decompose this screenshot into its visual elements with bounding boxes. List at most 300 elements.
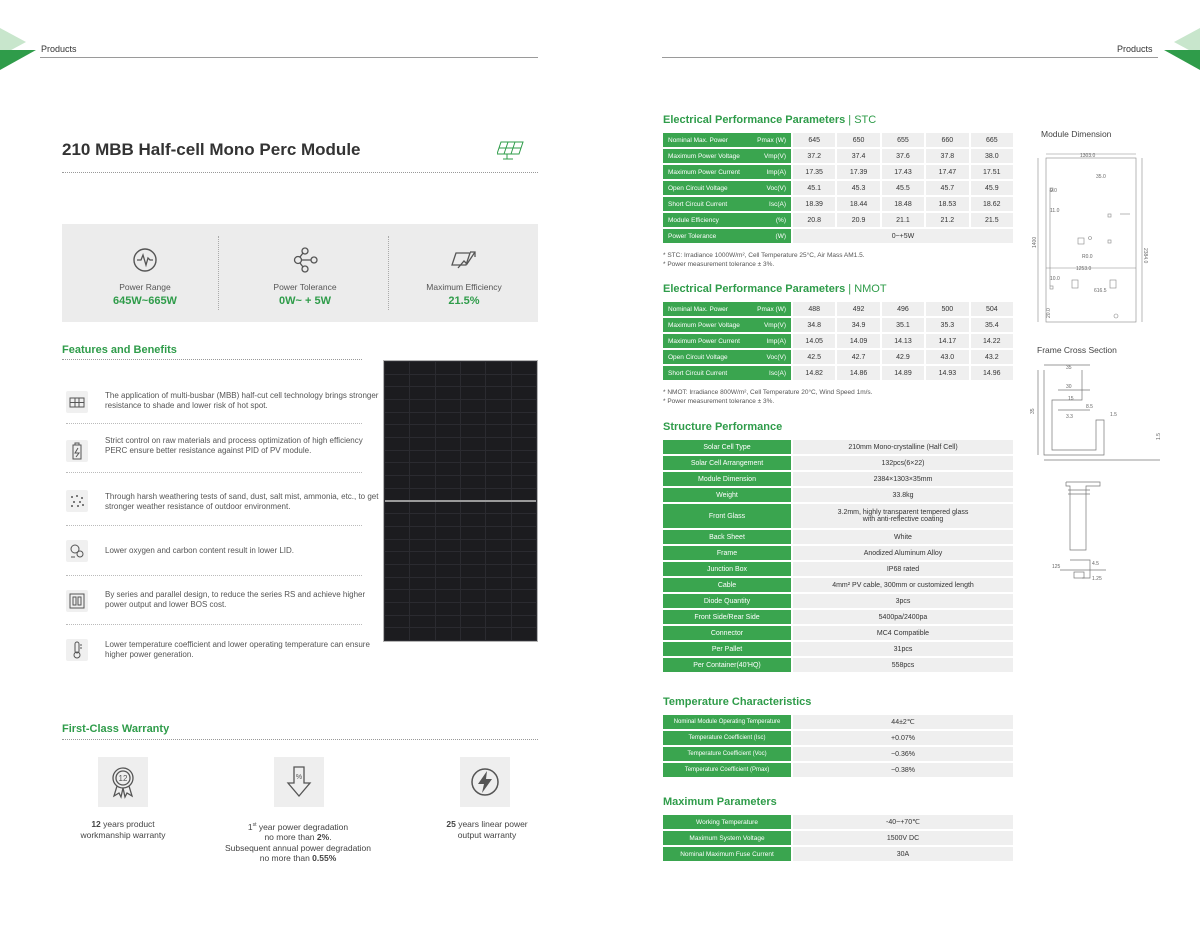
- solar-cell: [461, 590, 485, 602]
- solar-panel-icon: [497, 139, 527, 161]
- cell-value: 37.8: [926, 149, 968, 163]
- solar-cell: [461, 451, 485, 463]
- row-label: Module Dimension: [663, 472, 791, 486]
- cell-value: 35.1: [882, 318, 924, 332]
- cell-value: 43.0: [926, 350, 968, 364]
- cell-value: 34.9: [837, 318, 879, 332]
- solar-cell: [461, 489, 485, 501]
- solar-cell: [385, 375, 409, 387]
- cell-value: 14.22: [971, 334, 1013, 348]
- tolerance-nodes-icon: [291, 246, 319, 274]
- svg-text:15: 15: [1068, 396, 1074, 402]
- row-label: Short Circuit Current Isc(A): [663, 366, 791, 380]
- solar-cell: [385, 527, 409, 539]
- cell-value: 45.9: [971, 181, 1013, 195]
- solar-cell: [436, 552, 460, 564]
- solar-cell: [512, 514, 536, 526]
- solar-cell: [385, 387, 409, 399]
- svg-text:11.0: 11.0: [1050, 208, 1060, 214]
- table-row: [663, 213, 1013, 227]
- solar-cell: [385, 400, 409, 412]
- stc-notes: * STC: Irradiance 1000W/m², Cell Temperature 25°C, Air Mass AM1.5. * Power measurement tolerance ± 3%.: [663, 252, 865, 268]
- row-label: Per Container(40'HQ): [663, 658, 791, 672]
- row-label: Per Pallet: [663, 642, 791, 656]
- cell-value: 4mm² PV cable, 300mm or customized length: [793, 578, 1013, 592]
- table-row: [663, 334, 1013, 348]
- solar-cell: [385, 438, 409, 450]
- solar-cell: [436, 375, 460, 387]
- temperature-title: Temperature Characteristics: [663, 696, 812, 708]
- solar-cell: [512, 565, 536, 577]
- solar-cell: [512, 540, 536, 552]
- cell-value: 3pcs: [793, 594, 1013, 608]
- row-label: Solar Cell Arrangement: [663, 456, 791, 470]
- cell-value: 31pcs: [793, 642, 1013, 656]
- svg-text:20.0: 20.0: [1046, 308, 1052, 318]
- svg-text:35: 35: [1030, 408, 1036, 414]
- solar-cell: [410, 425, 434, 437]
- table-row: [663, 229, 1013, 243]
- right-header-label: Products: [1117, 44, 1153, 54]
- cell-value: 42.9: [882, 350, 924, 364]
- table-row: [663, 197, 1013, 211]
- row-label: Front Glass: [663, 504, 791, 528]
- module-photo: [383, 360, 538, 642]
- cell-value: 21.1: [882, 213, 924, 227]
- solar-cell: [436, 400, 460, 412]
- solar-cell: [512, 603, 536, 615]
- solar-cell: [486, 603, 510, 615]
- solar-cell: [410, 476, 434, 488]
- solar-cell: [486, 540, 510, 552]
- cell-value: 14.96: [971, 366, 1013, 380]
- solar-cell: [436, 616, 460, 628]
- solar-cell: [512, 387, 536, 399]
- cell-value: 210mm Mono-crystalline (Half Cell): [793, 440, 1013, 454]
- cell-value: 17.39: [837, 165, 879, 179]
- cell-value: 500: [926, 302, 968, 316]
- cell-value: 2384×1303×35mm: [793, 472, 1013, 486]
- solar-cell: [512, 527, 536, 539]
- max-params-title: Maximum Parameters: [663, 796, 777, 808]
- solar-cell: [486, 362, 510, 374]
- cell-value: 37.2: [793, 149, 835, 163]
- solar-cell: [410, 387, 434, 399]
- svg-text:4.5: 4.5: [1092, 561, 1099, 567]
- table-row: [663, 366, 1013, 380]
- left-corner-ribbon-icon: [0, 28, 40, 70]
- table-row: [663, 440, 1013, 454]
- solar-cell: [486, 628, 510, 640]
- solar-cell: [512, 375, 536, 387]
- structure-title: Structure Performance: [663, 421, 783, 433]
- cell-value: 42.7: [837, 350, 879, 364]
- solar-cell: [486, 514, 510, 526]
- feature-separator: [66, 525, 362, 526]
- solar-cell: [385, 628, 409, 640]
- cell-value: -40~+70℃: [793, 815, 1013, 829]
- row-label: Frame: [663, 546, 791, 560]
- stat-power-range: Power Range 645W~665W: [62, 246, 228, 307]
- max-params-table: [661, 813, 1015, 863]
- badge-12-icon: [98, 757, 148, 807]
- table-row: [663, 715, 1013, 729]
- solar-cell: [461, 514, 485, 526]
- svg-text:3.3: 3.3: [1066, 414, 1073, 420]
- cell-value: 3.2mm, highly transparent tempered glass with anti-reflective coating: [793, 504, 1013, 528]
- solar-cell: [461, 540, 485, 552]
- solar-cell: [486, 463, 510, 475]
- warranty-linear-text: 25 years linear power output warranty: [446, 819, 528, 840]
- cell-value: 20.8: [793, 213, 835, 227]
- cell-value: 45.7: [926, 181, 968, 195]
- solar-cell: [512, 501, 536, 513]
- solar-cell: [461, 552, 485, 564]
- cell-value: 132pcs(6×22): [793, 456, 1013, 470]
- svg-text:9.0: 9.0: [1050, 188, 1057, 194]
- oxygen-icon: [66, 540, 88, 562]
- row-label: Open Circuit Voltage Voc(V): [663, 350, 791, 364]
- cell-value: −0.38%: [793, 763, 1013, 777]
- cell-value: 14.17: [926, 334, 968, 348]
- solar-cell: [461, 628, 485, 640]
- svg-text:1.5: 1.5: [1156, 433, 1162, 440]
- row-label: Nominal Maximum Fuse Current: [663, 847, 791, 861]
- solar-cell: [436, 362, 460, 374]
- cell-value: 43.2: [971, 350, 1013, 364]
- right-header-rule: [662, 57, 1158, 58]
- stats-panel: [62, 224, 538, 322]
- cell-value: 17.35: [793, 165, 835, 179]
- solar-cell: [486, 400, 510, 412]
- row-label: Solar Cell Type: [663, 440, 791, 454]
- cell-value: +0.07%: [793, 731, 1013, 745]
- solar-cell: [461, 603, 485, 615]
- warranty-degradation-text: 1st year power degradation no more than 2%. Subsequent annual power degradation no more than 0.55%: [224, 821, 372, 864]
- solar-cell: [461, 476, 485, 488]
- table-row: [663, 578, 1013, 592]
- row-label: Module Efficiency (%): [663, 213, 791, 227]
- module-dimension-drawing: [1030, 148, 1150, 328]
- warranty-title: First-Class Warranty: [62, 723, 170, 735]
- solar-cell: [385, 578, 409, 590]
- solar-cell: [461, 565, 485, 577]
- right-corner-ribbon-icon: [1160, 28, 1200, 70]
- cell-value: 35.3: [926, 318, 968, 332]
- solar-cell: [436, 628, 460, 640]
- solar-cell: [436, 387, 460, 399]
- table-row: [663, 610, 1013, 624]
- cell-value: 37.4: [837, 149, 879, 163]
- warranty-divider: [62, 739, 538, 740]
- solar-cell: [385, 476, 409, 488]
- solar-cell: [512, 552, 536, 564]
- table-row: [663, 815, 1013, 829]
- row-label: Front Side/Rear Side: [663, 610, 791, 624]
- feature-separator: [66, 472, 362, 473]
- solar-cell: [410, 413, 434, 425]
- solar-cell: [436, 603, 460, 615]
- cell-value: 38.0: [971, 149, 1013, 163]
- table-row: [663, 642, 1013, 656]
- feature-text-5: By series and parallel design, to reduce the series RS and achieve higher power output and lower BOS cost.: [105, 590, 366, 609]
- solar-cell: [410, 628, 434, 640]
- solar-cells-icon: [66, 391, 88, 413]
- row-label: Short Circuit Current Isc(A): [663, 197, 791, 211]
- table-row: [663, 302, 1013, 316]
- table-row: [663, 133, 1013, 147]
- solar-cell: [486, 565, 510, 577]
- solar-cell: [410, 565, 434, 577]
- cell-value: 14.86: [837, 366, 879, 380]
- table-row: [663, 318, 1013, 332]
- svg-text:10.0: 10.0: [1050, 276, 1060, 282]
- table-row: [663, 594, 1013, 608]
- svg-text:1303.0: 1303.0: [1080, 153, 1096, 159]
- svg-text:35: 35: [1066, 365, 1072, 371]
- cell-value: 665: [971, 133, 1013, 147]
- row-label: Weight: [663, 488, 791, 502]
- solar-cell: [436, 527, 460, 539]
- cell-value: 645: [793, 133, 835, 147]
- cell-value: 14.93: [926, 366, 968, 380]
- svg-text:1400: 1400: [1032, 236, 1038, 248]
- row-label: Junction Box: [663, 562, 791, 576]
- solar-cell: [436, 578, 460, 590]
- row-label: Working Temperature: [663, 815, 791, 829]
- cell-value: 0~+5W: [793, 229, 1013, 243]
- solar-cell: [486, 476, 510, 488]
- solar-cell: [461, 578, 485, 590]
- cell-value: 33.8kg: [793, 488, 1013, 502]
- solar-cell: [385, 552, 409, 564]
- row-label: Temperature Coefficient (Isc): [663, 731, 791, 745]
- cell-value: 42.5: [793, 350, 835, 364]
- solar-cell: [410, 362, 434, 374]
- table-row: [663, 456, 1013, 470]
- svg-text:8.5: 8.5: [1086, 404, 1093, 410]
- row-label: Power Tolerance (W): [663, 229, 791, 243]
- solar-cell: [410, 540, 434, 552]
- solar-cell: [385, 489, 409, 501]
- table-row: [663, 472, 1013, 486]
- row-label: Maximum Power Current Imp(A): [663, 334, 791, 348]
- solar-cell: [385, 540, 409, 552]
- solar-cell: [385, 425, 409, 437]
- svg-text:1.25: 1.25: [1092, 576, 1102, 582]
- table-row: [663, 731, 1013, 745]
- cell-value: MC4 Compatible: [793, 626, 1013, 640]
- cell-value: 17.51: [971, 165, 1013, 179]
- solar-cell: [436, 476, 460, 488]
- solar-cell: [385, 451, 409, 463]
- solar-cell: [461, 387, 485, 399]
- solar-cell: [512, 590, 536, 602]
- cell-value: 18.44: [837, 197, 879, 211]
- cell-value: 20.9: [837, 213, 879, 227]
- solar-cell: [461, 438, 485, 450]
- row-label: Maximum System Voltage: [663, 831, 791, 845]
- lightning-icon: [460, 757, 510, 807]
- panel-split-line: [385, 500, 536, 502]
- cell-value: 655: [882, 133, 924, 147]
- solar-cell: [512, 489, 536, 501]
- stat-max-efficiency: Maximum Efficiency 21.5%: [390, 246, 538, 307]
- row-label: Maximum Power Voltage Vmp(V): [663, 149, 791, 163]
- svg-text:30: 30: [1066, 384, 1072, 390]
- table-row: [663, 658, 1013, 672]
- title-divider: [62, 172, 538, 173]
- frame-cross-section-drawing: [1030, 360, 1170, 590]
- svg-text:35.0: 35.0: [1096, 174, 1106, 180]
- left-header-label: Products: [41, 44, 77, 54]
- solar-cell: [385, 501, 409, 513]
- stc-table: [661, 131, 1015, 245]
- thermometer-icon: [66, 639, 88, 661]
- solar-cell: [410, 552, 434, 564]
- cell-value: 14.89: [882, 366, 924, 380]
- row-label: Cable: [663, 578, 791, 592]
- cell-value: 44±2℃: [793, 715, 1013, 729]
- table-row: [663, 546, 1013, 560]
- cell-value: 660: [926, 133, 968, 147]
- table-row: [663, 847, 1013, 861]
- solar-cell: [436, 501, 460, 513]
- cell-value: 30A: [793, 847, 1013, 861]
- weather-dots-icon: [66, 490, 88, 512]
- row-label: Maximum Power Current Imp(A): [663, 165, 791, 179]
- solar-cell: [486, 387, 510, 399]
- solar-cell: [461, 616, 485, 628]
- solar-cell: [486, 375, 510, 387]
- page-title: 210 MBB Half-cell Mono Perc Module: [62, 140, 361, 159]
- cell-value: 14.09: [837, 334, 879, 348]
- svg-text:616.5: 616.5: [1094, 288, 1107, 294]
- solar-cell: [436, 451, 460, 463]
- row-label: Maximum Power Voltage Vmp(V): [663, 318, 791, 332]
- solar-cell: [436, 565, 460, 577]
- solar-cell: [410, 375, 434, 387]
- solar-cell: [512, 476, 536, 488]
- solar-cell: [486, 527, 510, 539]
- nmot-notes: * NMOT: Irradiance 800W/m², Cell Temperature 20°C, Wind Speed 1m/s. * Power measurement tolerance ± 3%.: [663, 389, 873, 405]
- solar-cell: [410, 603, 434, 615]
- cell-value: 17.43: [882, 165, 924, 179]
- solar-cell: [461, 413, 485, 425]
- solar-cell: [410, 501, 434, 513]
- cell-value: 5400pa/2400pa: [793, 610, 1013, 624]
- solar-cell: [512, 578, 536, 590]
- cell-value: 488: [793, 302, 835, 316]
- cell-value: 18.53: [926, 197, 968, 211]
- solar-cell: [385, 565, 409, 577]
- solar-cell: [512, 425, 536, 437]
- table-row: [663, 350, 1013, 364]
- solar-cell: [512, 362, 536, 374]
- feature-separator: [66, 624, 362, 625]
- solar-cell: [486, 489, 510, 501]
- row-label: Nominal Max. Power Pmax (W): [663, 133, 791, 147]
- cell-value: 504: [971, 302, 1013, 316]
- solar-cell: [436, 590, 460, 602]
- solar-cell: [486, 616, 510, 628]
- solar-cell: [436, 438, 460, 450]
- solar-cell: [461, 400, 485, 412]
- cell-value: 37.6: [882, 149, 924, 163]
- solar-cell: [410, 400, 434, 412]
- solar-cell: [410, 590, 434, 602]
- table-row: [663, 181, 1013, 195]
- row-label: Open Circuit Voltage Voc(V): [663, 181, 791, 195]
- cell-value: 18.48: [882, 197, 924, 211]
- solar-cell: [436, 413, 460, 425]
- solar-cell: [461, 425, 485, 437]
- features-divider: [62, 359, 362, 360]
- solar-cell: [486, 552, 510, 564]
- solar-cell: [410, 463, 434, 475]
- frame-cross-section-title: Frame Cross Section: [1037, 345, 1117, 355]
- solar-cell: [385, 413, 409, 425]
- temperature-table: [661, 713, 1015, 779]
- table-row: [663, 626, 1013, 640]
- nmot-title: Electrical Performance Parameters | NMOT: [663, 283, 887, 295]
- cell-value: 14.82: [793, 366, 835, 380]
- solar-cell: [486, 578, 510, 590]
- solar-cell: [461, 527, 485, 539]
- solar-cell: [486, 425, 510, 437]
- solar-cell: [385, 362, 409, 374]
- solar-cell: [385, 590, 409, 602]
- power-wave-icon: [131, 246, 159, 274]
- cell-value: 1500V DC: [793, 831, 1013, 845]
- degradation-arrow-icon: [274, 757, 324, 807]
- cell-value: 17.47: [926, 165, 968, 179]
- table-row: [663, 763, 1013, 777]
- nmot-table: [661, 300, 1015, 382]
- row-label: Nominal Max. Power Pmax (W): [663, 302, 791, 316]
- solar-cell: [436, 514, 460, 526]
- row-label: Temperature Coefficient (Pmax): [663, 763, 791, 777]
- table-row: [663, 562, 1013, 576]
- solar-cell: [461, 501, 485, 513]
- solar-cell: [512, 400, 536, 412]
- solar-cell: [410, 438, 434, 450]
- solar-cell: [410, 578, 434, 590]
- solar-cell: [436, 540, 460, 552]
- solar-cell: [436, 463, 460, 475]
- table-row: [663, 831, 1013, 845]
- table-row: [663, 165, 1013, 179]
- cell-value: 14.13: [882, 334, 924, 348]
- solar-cell: [461, 362, 485, 374]
- cell-value: White: [793, 530, 1013, 544]
- solar-cell: [512, 616, 536, 628]
- cell-value: 21.5: [971, 213, 1013, 227]
- solar-cell: [410, 527, 434, 539]
- solar-cell: [512, 628, 536, 640]
- feature-text-3: Through harsh weathering tests of sand, dust, salt mist, ammonia, etc., to get stronger weather resistance of outdoor environment.: [105, 492, 379, 511]
- solar-cell: [486, 413, 510, 425]
- svg-text:R0.0: R0.0: [1082, 254, 1093, 260]
- svg-text:%: %: [295, 774, 303, 781]
- row-label: Connector: [663, 626, 791, 640]
- cell-value: 18.62: [971, 197, 1013, 211]
- svg-text:1253.0: 1253.0: [1076, 266, 1092, 272]
- solar-cell: [461, 463, 485, 475]
- left-header-rule: [40, 57, 538, 58]
- cell-value: 18.39: [793, 197, 835, 211]
- cell-value: 45.5: [882, 181, 924, 195]
